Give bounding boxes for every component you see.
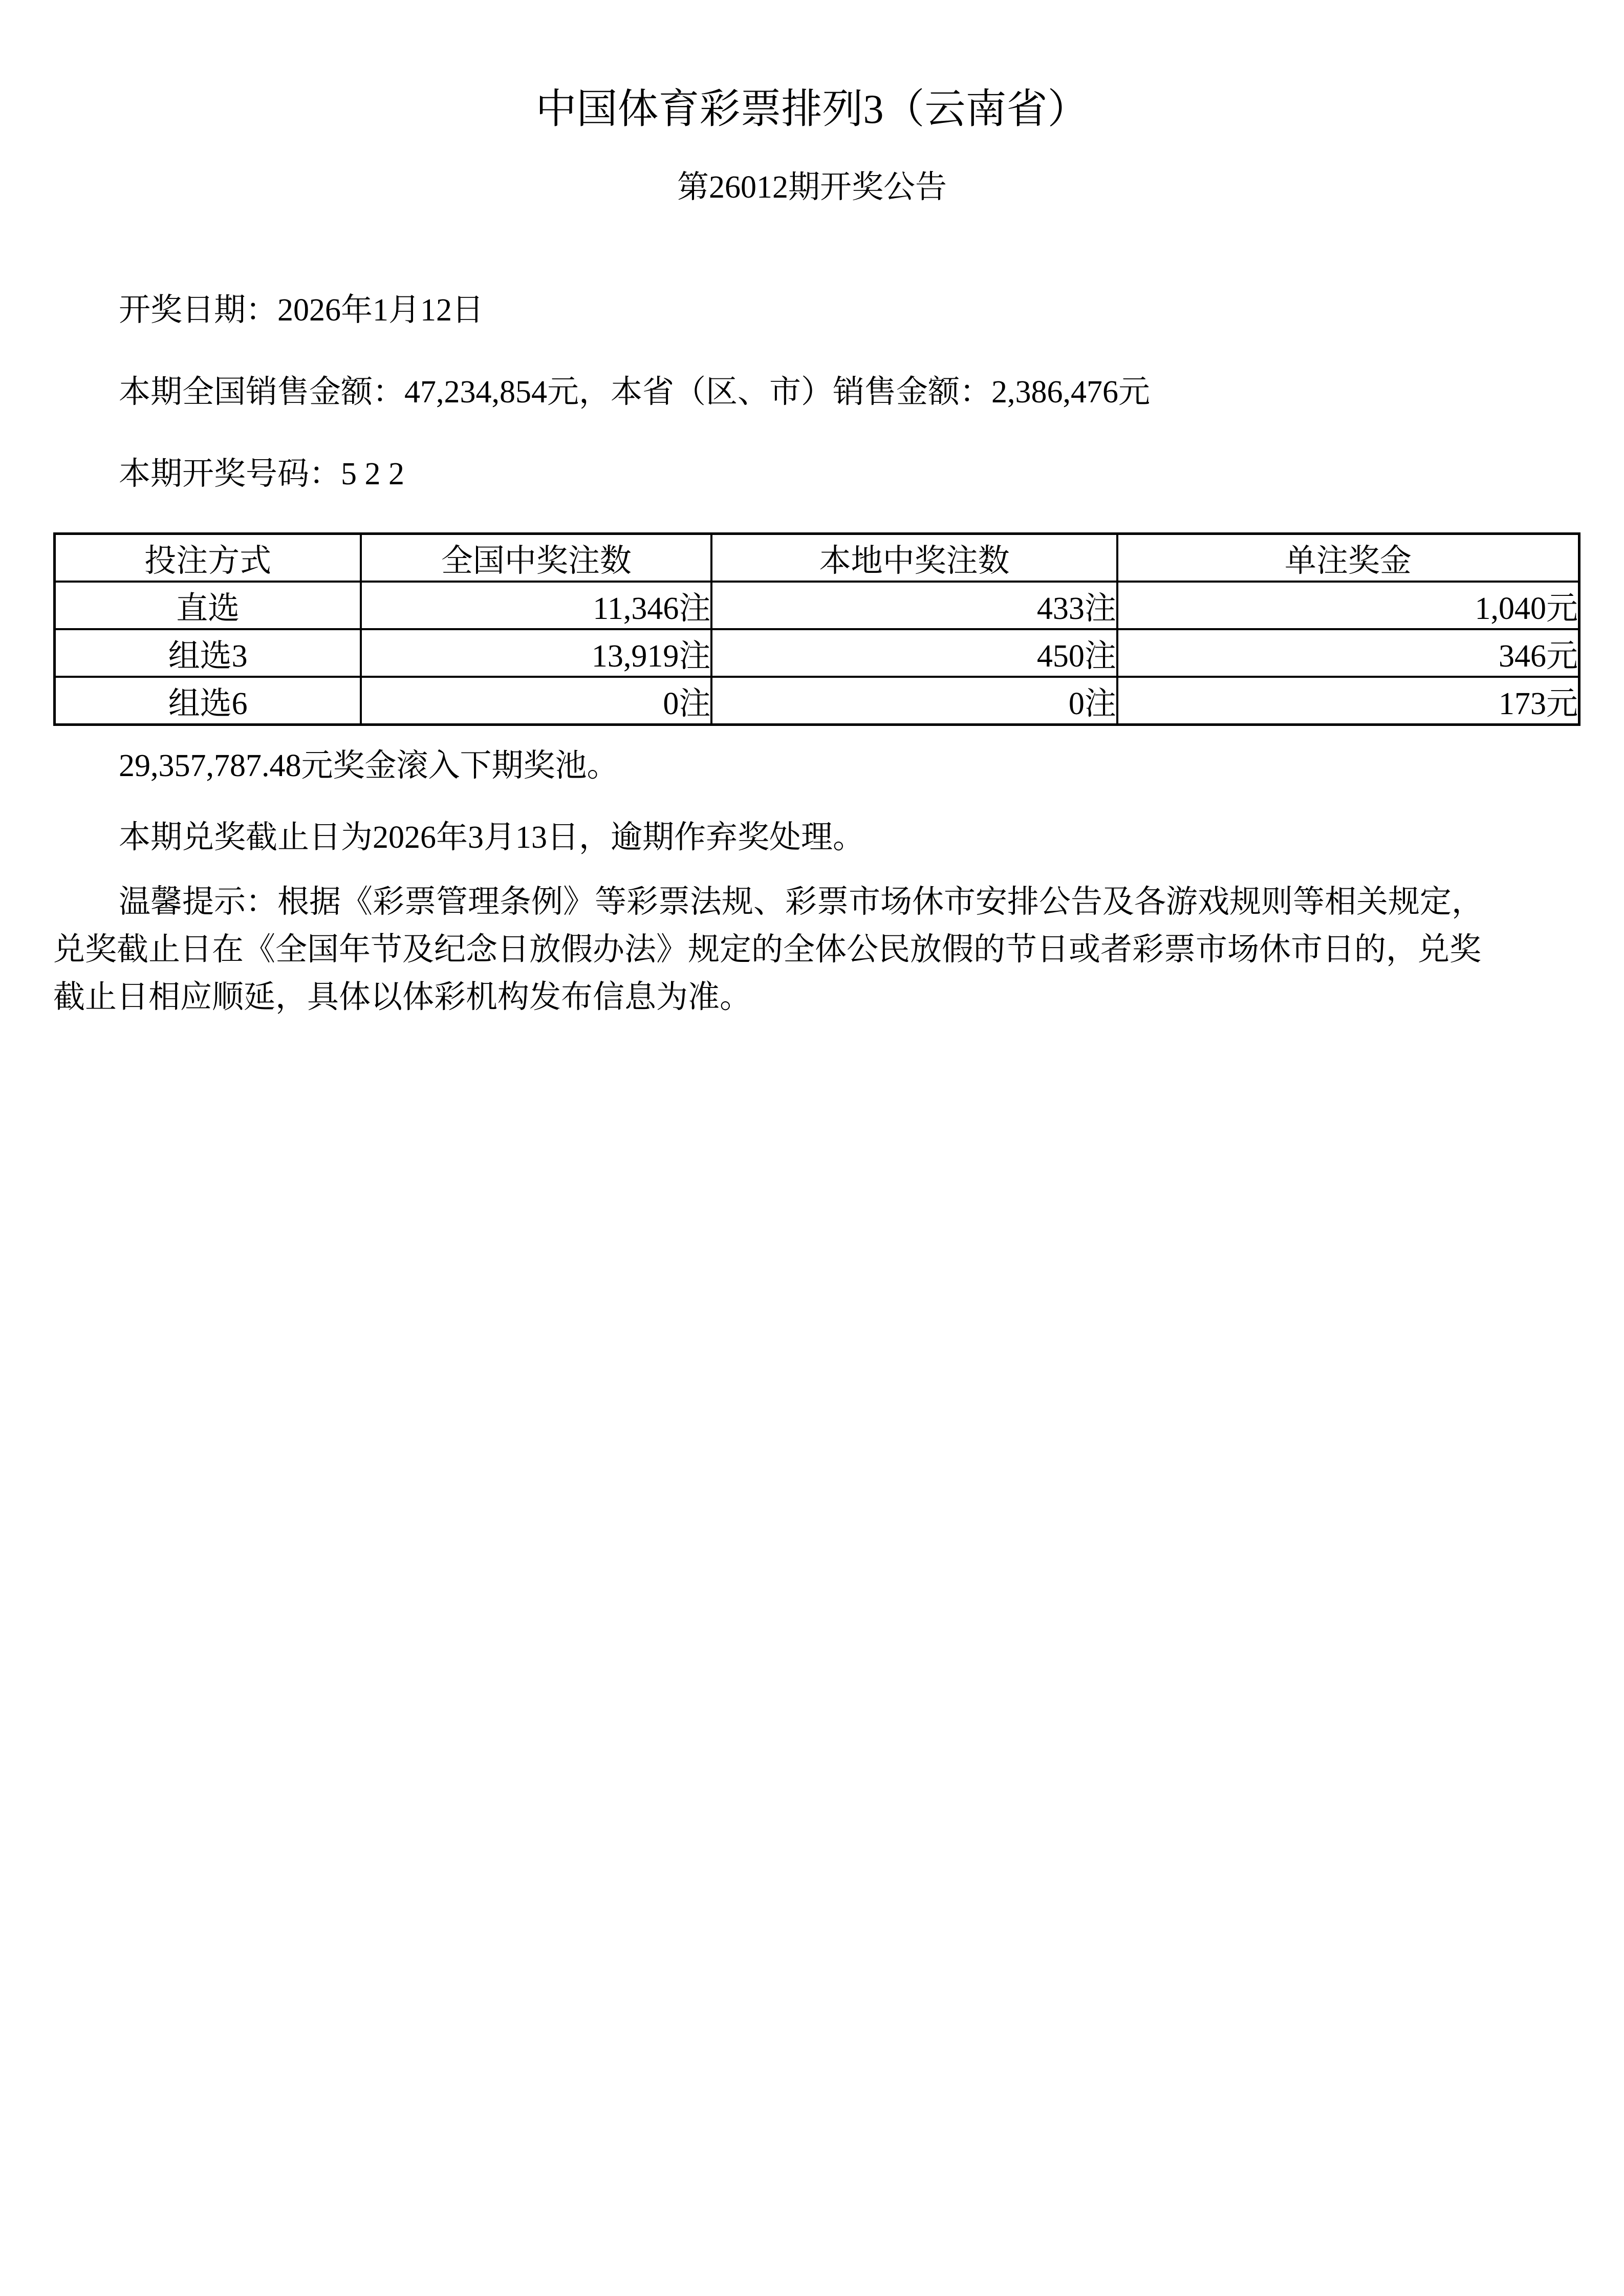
redeem-deadline-line: 本期兑奖截止日为2026年3月13日，逾期作弃奖处理。 bbox=[119, 820, 865, 855]
national-winners-cell: 11,346注 bbox=[361, 582, 711, 629]
page-subtitle: 第26012期开奖公告 bbox=[677, 170, 947, 205]
winning-numbers-line: 本期开奖号码：5 2 2 bbox=[119, 457, 405, 491]
col-header-bet-method: 投注方式 bbox=[55, 534, 361, 582]
notice-line-3: 截止日相应顺延，具体以体彩机构发布信息为准。 bbox=[53, 980, 752, 1015]
local-winners-cell: 450注 bbox=[711, 629, 1117, 677]
bet-method-cell: 组选6 bbox=[55, 677, 361, 725]
local-winners-cell: 433注 bbox=[711, 582, 1117, 629]
local-winners-cell: 0注 bbox=[711, 677, 1117, 725]
draw-date-line: 开奖日期：2026年1月12日 bbox=[119, 293, 484, 328]
single-prize-cell: 173元 bbox=[1117, 677, 1579, 725]
col-header-local-winners: 本地中奖注数 bbox=[711, 534, 1117, 582]
bet-method-cell: 组选3 bbox=[55, 629, 361, 677]
announcement-content bbox=[53, 287, 1580, 1021]
single-prize-cell: 1,040元 bbox=[1117, 582, 1579, 629]
table-row-zhixuan bbox=[55, 582, 1579, 629]
notice-paragraph bbox=[53, 878, 1580, 1021]
notice-line-2: 兑奖截止日在《全国年节及纪念日放假办法》规定的全体公民放假的节日或者彩票市场休市日的，兑奖 bbox=[53, 932, 1482, 967]
page-title: 中国体育彩票排列3（云南省） bbox=[535, 87, 1089, 132]
table-row-zuxuan6 bbox=[55, 677, 1579, 725]
national-winners-cell: 13,919注 bbox=[361, 629, 711, 677]
single-prize-cell: 346元 bbox=[1117, 629, 1579, 677]
national-winners-cell: 0注 bbox=[361, 677, 711, 725]
bet-method-cell: 直选 bbox=[55, 582, 361, 629]
col-header-single-prize: 单注奖金 bbox=[1117, 534, 1579, 582]
sales-amount-line: 本期全国销售金额：47,234,854元，本省（区、市）销售金额：2,386,476元 bbox=[119, 375, 1151, 410]
table-row-zuxuan3 bbox=[55, 629, 1579, 677]
prize-table-header-row bbox=[55, 534, 1579, 582]
col-header-national-winners: 全国中奖注数 bbox=[361, 534, 711, 582]
notice-line-1: 温馨提示：根据《彩票管理条例》等彩票法规、彩票市场休市安排公告及各游戏规则等相关规定， bbox=[119, 885, 1484, 919]
rollover-line: 29,357,787.48元奖金滚入下期奖池。 bbox=[119, 748, 619, 783]
prize-table bbox=[53, 532, 1580, 726]
